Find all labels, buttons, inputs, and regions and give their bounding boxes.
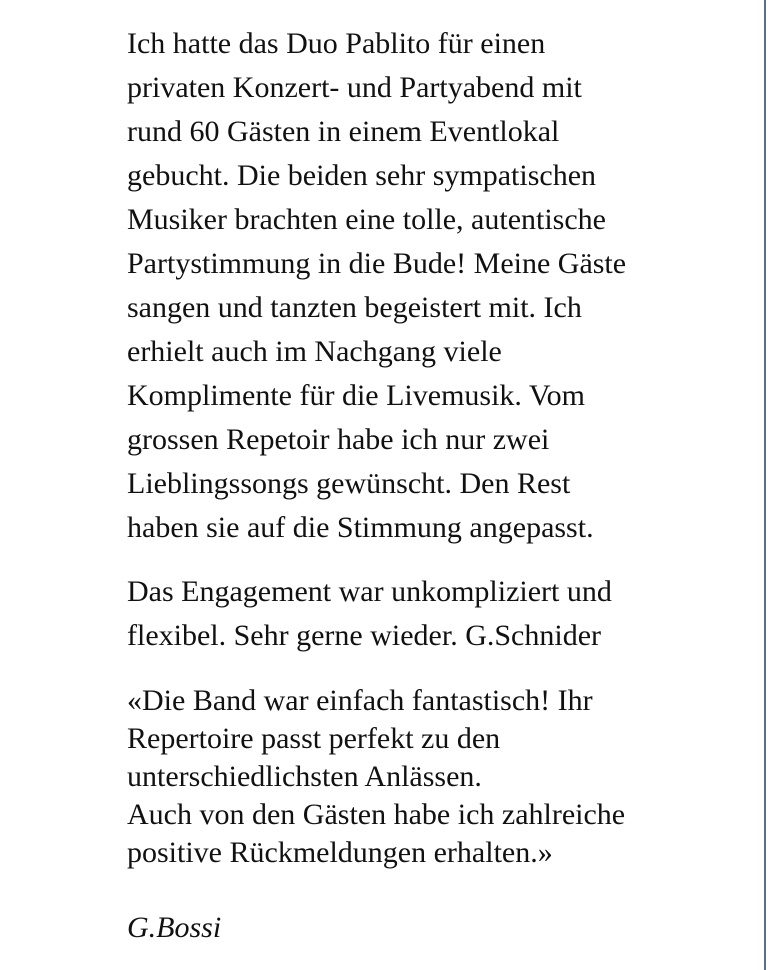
testimonial-bossi-author: G.Bossi bbox=[127, 911, 222, 944]
testimonial-schnider-closing: Das Engagement war unkompliziert und flexibel. Sehr gerne wieder. G.Schnider bbox=[127, 575, 612, 652]
testimonial-bossi-quote: «Die Band war einfach fantastisch! Ihr Repertoire passt perfekt zu den unterschiedlichsten Anlässen. Auch von den Gästen habe ich zahlreiche positive Rückmeldungen erhalten.» bbox=[127, 684, 626, 869]
page-edge-rule bbox=[764, 0, 766, 970]
testimonial-schnider-body: Ich hatte das Duo Pablito für einen privaten Konzert- und Partyabend mit rund 60 Gästen in einem Eventlokal gebucht. Die beiden sehr sympatischen Musiker brachten eine tolle, autentische Partystimmung in die Bude! Meine Gäste sangen und tanzten begeistert mit. Ich erhielt auch im Nachgang viele Komplimente für die Livemusik. Vom grossen Repetoir habe ich nur zwei Lieblingssongs gewünscht. Den Rest haben sie auf die Stimmung angepasst. bbox=[127, 27, 627, 544]
testimonials-section bbox=[127, 22, 687, 944]
